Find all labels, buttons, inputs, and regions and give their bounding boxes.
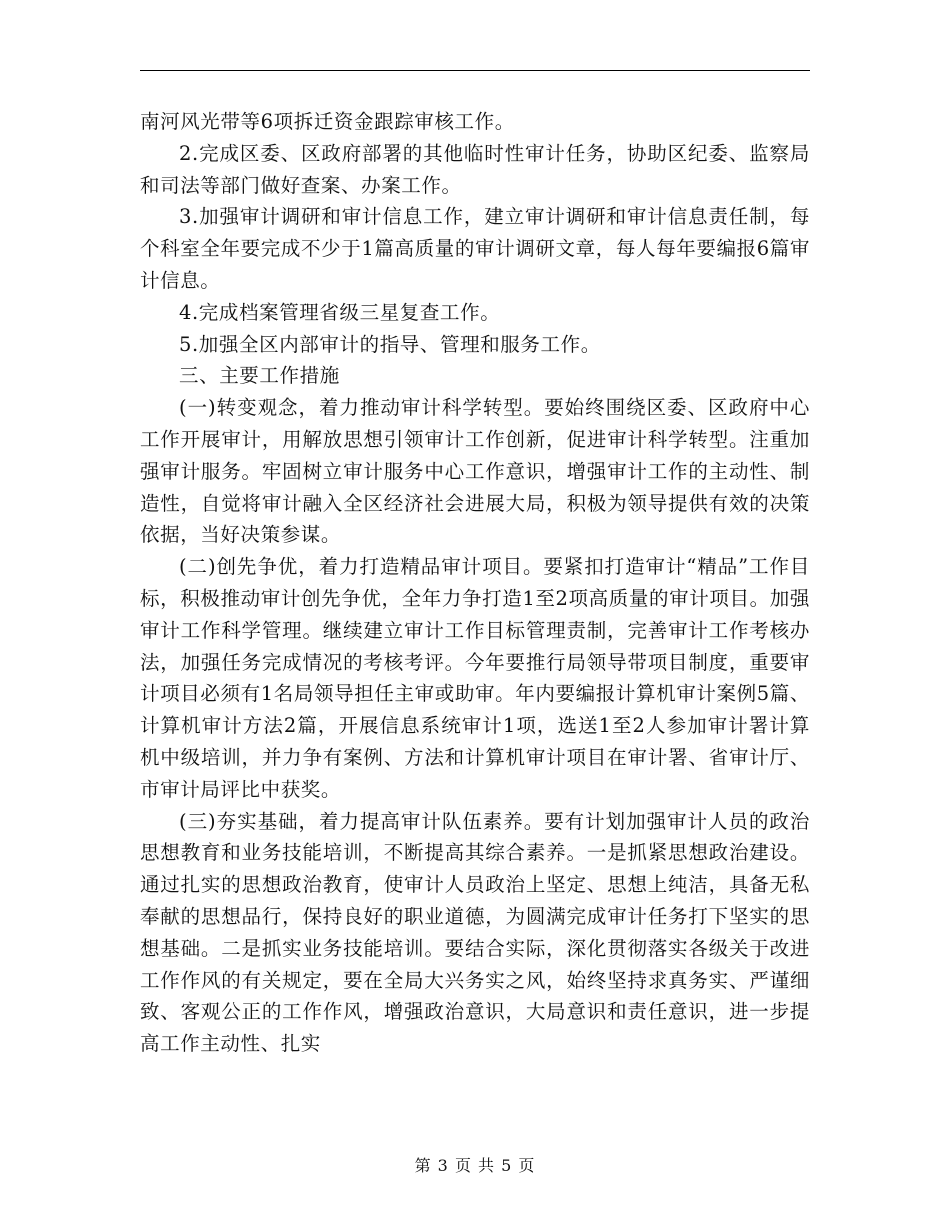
- paragraph-measure-1: (一)转变观念，着力推动审计科学转型。要始终围绕区委、区政府中心工作开展审计，用解放思想引领审计工作创新，促进审计科学转型。注重加强审计服务。牢固树立审计服务中心工作意识，增强审计工作的主动性、制造性，自觉将审计融入全区经济社会进展大局，积极为领导提供有效的决策依据，当好决策参谋。: [140, 396, 810, 547]
- header-rule: [140, 70, 810, 71]
- paragraph-measure-3: (三)夯实基础，着力提高审计队伍素养。要有计划加强审计人员的政治思想教育和业务技能培训，不断提高其综合素养。一是抓紧思想政治建设。通过扎实的思想政治教育，使审计人员政治上坚定、思想上纯洁，具备无私奉献的思想品行，保持良好的职业道德，为圆满完成审计任务打下坚实的思想基础。二是抓实业务技能培训。要结合实际，深化贯彻落实各级关于改进工作作风的有关规定，要在全局大兴务实之风，始终坚持求真务实、严谨细致、客观公正的工作作风，增强政治意识，大局意识和责任意识，进一步提高工作主动性、扎实: [140, 809, 810, 1056]
- page-number-footer: 第 3 页 共 5 页: [414, 1156, 536, 1175]
- section-heading: 三、主要工作措施: [179, 364, 340, 388]
- paragraph-continuation: 南河风光带等6项拆迁资金跟踪审核工作。: [140, 110, 515, 133]
- paragraph-item-3: 3.加强审计调研和审计信息工作，建立审计调研和审计信息责任制，每个科室全年要完成不少于1篇高质量的审计调研文章，每人每年要编报6篇审计信息。: [140, 205, 810, 292]
- paragraph-item-4: 4.完成档案管理省级三星复查工作。: [179, 300, 501, 324]
- paragraph-measure-2: (二)创先争优，着力打造精品审计项目。要紧扣打造审计“精品”工作目标，积极推动审计创先争优，全年力争打造1至2项高质量的审计项目。加强审计工作科学管理。继续建立审计工作目标管理责制，完善审计工作考核办法，加强任务完成情况的考核考评。今年要推行局领导带项目制度，重要审计项目必须有1名局领导担任主审或助审。年内要编报计算机审计案例5篇、计算机审计方法2篇，开展信息系统审计1项，选送1至2人参加审计署计算机中级培训，并力争有案例、方法和计算机审计项目在审计署、省审计厅、市审计局评比中获奖。: [140, 555, 810, 801]
- paragraph-item-2: 2.完成区委、区政府部署的其他临时性审计任务，协助区纪委、监察局和司法等部门做好查案、办案工作。: [140, 141, 810, 197]
- document-body: [140, 106, 810, 1060]
- paragraph-item-5: 5.加强全区内部审计的指导、管理和服务工作。: [179, 332, 601, 356]
